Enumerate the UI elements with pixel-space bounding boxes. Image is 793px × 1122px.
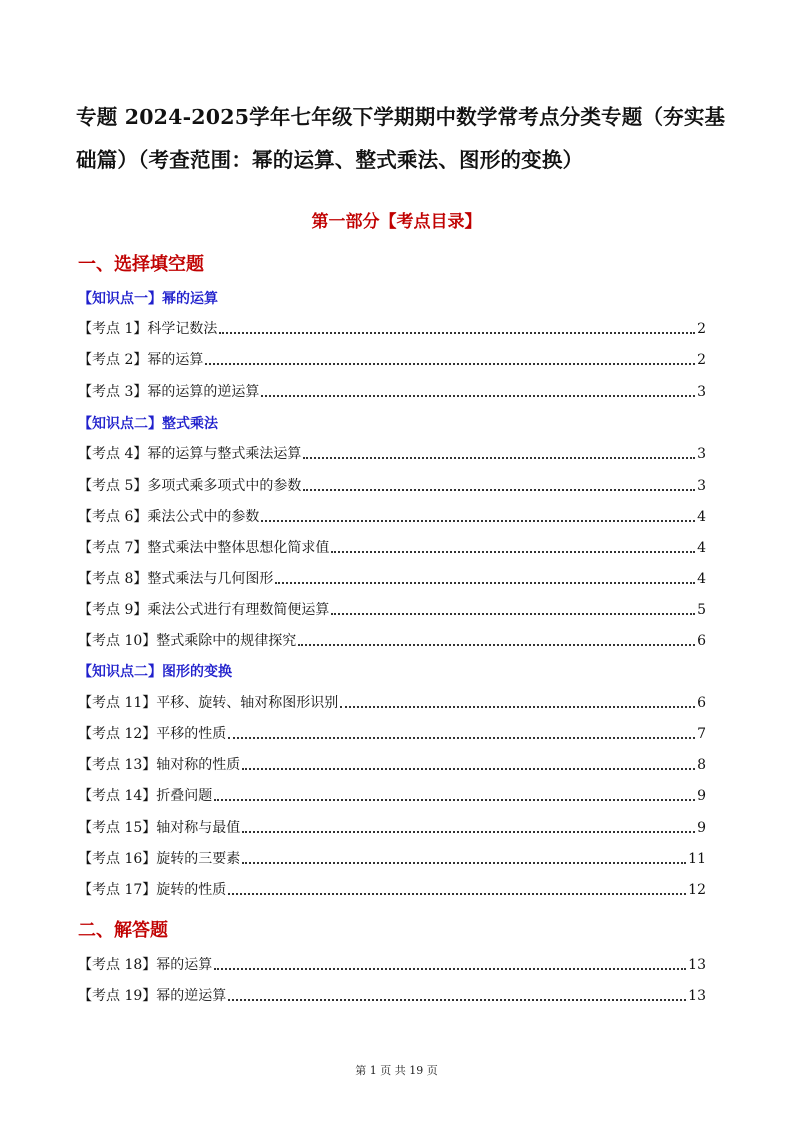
title-line-1: 专题 2024-2025学年七年级下学期期中数学常考点分类专题（夯实基	[76, 105, 726, 129]
toc-item-label: 【考点 11】平移、旋转、轴对称图形识别	[78, 695, 339, 711]
toc-item-page: 4	[697, 571, 706, 587]
toc-item-page: 12	[688, 882, 706, 898]
toc-item-label: 【考点 13】轴对称的性质	[78, 757, 241, 773]
toc-leader	[242, 862, 686, 864]
toc-leader	[331, 613, 695, 615]
toc-item-page: 8	[697, 757, 706, 773]
toc-item[interactable]	[78, 985, 706, 1005]
toc-item-page: 13	[688, 988, 706, 1004]
section-title-choice-fill: 一、选择填空题	[78, 254, 204, 275]
toc-item-page: 4	[697, 509, 706, 525]
toc-leader	[228, 999, 686, 1001]
toc-item[interactable]	[78, 723, 706, 743]
toc-item[interactable]	[78, 568, 706, 588]
toc-leader	[219, 332, 695, 334]
toc-leader	[214, 799, 695, 801]
toc-item-label: 【考点 14】折叠问题	[78, 788, 213, 804]
toc-item[interactable]	[78, 381, 706, 401]
toc-item-page: 13	[688, 957, 706, 973]
document-title	[76, 96, 726, 182]
toc-leader	[214, 968, 686, 970]
title-line-2: 础篇）（考查范围：幂的运算、整式乘法、图形的变换）	[76, 148, 584, 172]
toc-item-page: 9	[697, 820, 706, 836]
toc-item[interactable]	[78, 879, 706, 899]
toc-leader	[298, 644, 695, 646]
toc-item-page: 11	[688, 851, 706, 867]
toc-leader	[340, 706, 695, 708]
toc-item-label: 【考点 6】乘法公式中的参数	[78, 509, 260, 525]
toc-item[interactable]	[78, 817, 706, 837]
toc-item-label: 【考点 1】科学记数法	[78, 321, 218, 337]
toc-item[interactable]	[78, 630, 706, 650]
toc-leader	[242, 768, 695, 770]
toc-leader	[228, 737, 695, 739]
toc-item-label: 【考点 12】平移的性质	[78, 726, 227, 742]
toc-item[interactable]	[78, 692, 706, 712]
toc-item[interactable]	[78, 475, 706, 495]
part-title: 第一部分【考点目录】	[311, 212, 482, 232]
toc-item-page: 4	[697, 540, 706, 556]
toc-leader	[261, 520, 695, 522]
toc-item-label: 【考点 17】旋转的性质	[78, 882, 227, 898]
toc-item[interactable]	[78, 599, 706, 619]
toc-leader	[275, 582, 695, 584]
toc-leader	[261, 395, 695, 397]
toc-leader	[303, 457, 695, 459]
toc-leader	[205, 363, 695, 365]
toc-leader	[303, 489, 695, 491]
section-title-answer: 二、解答题	[78, 920, 168, 941]
toc-item-page: 3	[697, 446, 706, 462]
toc-item-label: 【考点 19】幂的逆运算	[78, 988, 227, 1004]
toc-item[interactable]	[78, 506, 706, 526]
toc-item[interactable]	[78, 954, 706, 974]
toc-item-label: 【考点 15】轴对称与最值	[78, 820, 241, 836]
toc-item-page: 2	[697, 352, 706, 368]
toc-item-label: 【考点 10】整式乘除中的规律探究	[78, 633, 297, 649]
toc-item-label: 【考点 4】幂的运算与整式乘法运算	[78, 446, 302, 462]
toc-item-label: 【考点 8】整式乘法与几何图形	[78, 571, 274, 587]
toc-item-page: 7	[697, 726, 706, 742]
toc-item-page: 5	[697, 602, 706, 618]
toc-item[interactable]	[78, 785, 706, 805]
toc-leader	[228, 893, 686, 895]
toc-item-label: 【考点 16】旋转的三要素	[78, 851, 241, 867]
toc-item-label: 【考点 2】幂的运算	[78, 352, 204, 368]
toc-item[interactable]	[78, 349, 706, 369]
toc-item[interactable]	[78, 754, 706, 774]
toc-item-page: 3	[697, 384, 706, 400]
toc-item-page: 6	[697, 633, 706, 649]
toc-item[interactable]	[78, 537, 706, 557]
toc-item-page: 2	[697, 321, 706, 337]
toc-leader	[331, 551, 695, 553]
toc-item-label: 【考点 7】整式乘法中整体思想化简求值	[78, 540, 330, 556]
page-footer: 第 1 页 共 19 页	[355, 1064, 438, 1077]
toc-item[interactable]	[78, 318, 706, 338]
toc-item[interactable]	[78, 443, 706, 463]
toc-item-label: 【考点 5】多项式乘多项式中的参数	[78, 478, 302, 494]
knowledge-point-2: 【知识点二】整式乘法	[78, 416, 218, 432]
toc-leader	[242, 831, 695, 833]
toc-item[interactable]	[78, 848, 706, 868]
toc-item-label: 【考点 3】幂的运算的逆运算	[78, 384, 260, 400]
toc-item-label: 【考点 18】幂的运算	[78, 957, 213, 973]
toc-item-label: 【考点 9】乘法公式进行有理数简便运算	[78, 602, 330, 618]
knowledge-point-3: 【知识点二】图形的变换	[78, 664, 232, 680]
toc-item-page: 6	[697, 695, 706, 711]
knowledge-point-1: 【知识点一】幂的运算	[78, 291, 218, 307]
toc-item-page: 9	[697, 788, 706, 804]
toc-item-page: 3	[697, 478, 706, 494]
